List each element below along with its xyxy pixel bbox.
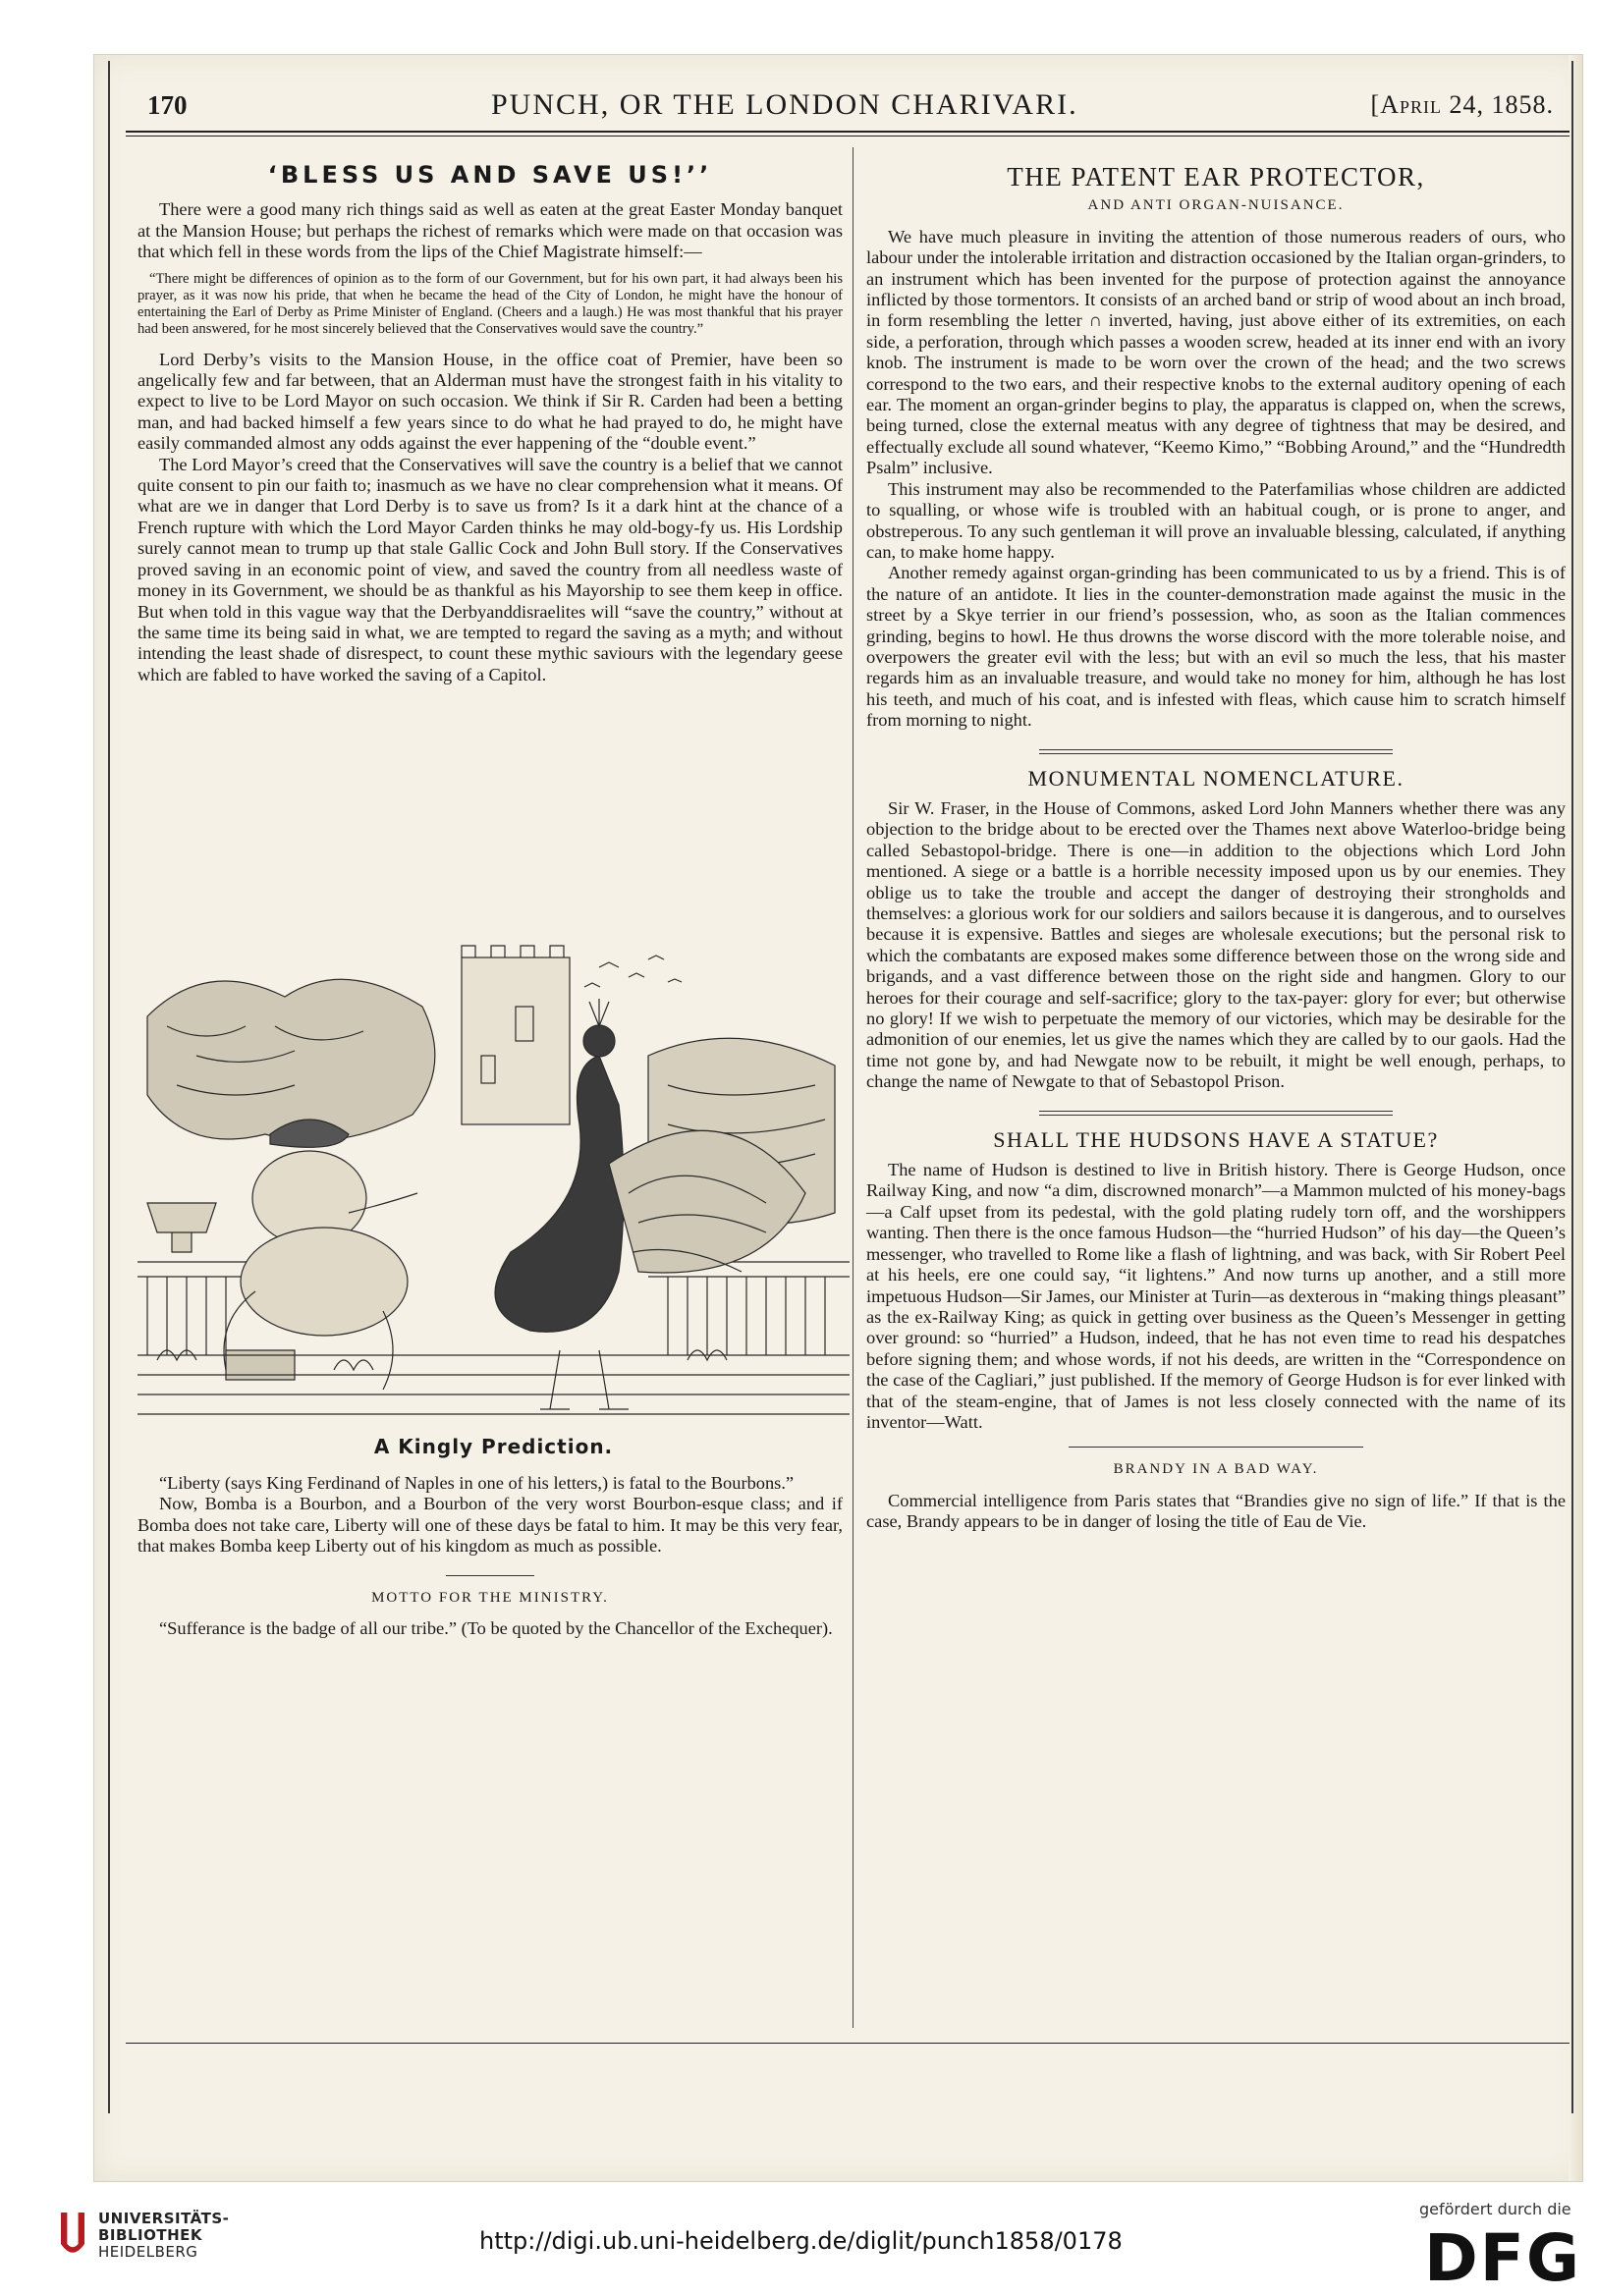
motto-rule <box>446 1575 534 1576</box>
right-column <box>866 162 1566 1533</box>
kingly-para-1: “Liberty (says King Ferdinand of Naples in one of his letters,) is fatal to the Bourbons.” <box>159 1473 795 1493</box>
mayor-quote <box>138 271 843 338</box>
university-library-logo-icon <box>57 2209 88 2256</box>
library-name <box>98 2211 229 2261</box>
left-column-bottom <box>138 1473 843 1639</box>
brandy-title: BRANDY IN A BAD WAY. <box>1113 1461 1319 1478</box>
issue-date: [April 24, 1858. <box>1370 90 1554 119</box>
monumental-para: Sir W. Fraser, in the House of Commons, asked Lord John Manners whether there was any objection to the bridge about to be erected over the Thames next above Waterloo-bridge being called Sebastopol-bridge. There is one—in addition to the objections which Lord John mentioned. A siege or a battle is a horrible necessity imposed upon us by our enemies. They oblige us to take the trouble and accept the danger of destroying their strongholds and themselves: a glorious work for our soldiers and sailors because it is dangerous, and to ourselves because it is expensive. Battles and sieges are wholesale executions; but the personal risk to which the combatants are exposed makes some difference between those on the wrong side and brigands, and a vast difference between those on the right side and hangmen. Glory to our heroes for their courage and self-sacrifice; glory to the tax-payer: glory for ever; but otherwise no glory! If we wish to perpetuate the memory of our victories, which may be desirable for the admonition of our enemies, let us give the names which they are called by to our gaols. Had the time not gone by, and had Newgate now to be rebuilt, it might be well enough, perhaps, to change the name of Newgate to that of Sebastopol Prison. <box>866 797 1566 1092</box>
running-header <box>147 90 1562 130</box>
page-number: 170 <box>147 90 188 120</box>
header-rule-bottom <box>126 136 1569 137</box>
kingly-para-2: Now, Bomba is a Bourbon, and a Bourbon of the very worst Bourbon-esque class; and if Bomba does not take care, Liberty will one of these days be fatal to him. It may be this very fear, that makes Bomba keep Liberty out of his kingdom as much as possible. <box>138 1494 843 1557</box>
header-rule-top <box>126 131 1569 133</box>
running-title: PUNCH, OR THE LONDON CHARIVARI. <box>491 88 1078 121</box>
ear-para-3: Another remedy against organ-grinding has been communicated to us by a friend. This is of the nature of an antidote. It lies in the counter-demonstration made against the music in the street by a Skye terrier in our friend’s possession, who, as soon as the Italian commences grinding, begins to howl. He thus drowns the worse discord with the more tolerable noise, and overpowers the greater evil with the less; but with an evil so much the less, that his master regards him as an invaluable treasure, and would take no money for him, although he has lost his teeth, and much of his coat, and is infested with fleas, which cause him to scratch himself from morning to night. <box>866 563 1566 731</box>
bless-para-2: Lord Derby’s visits to the Mansion House, in the office coat of Premier, have been so angelically few and far between, that an Alderman must have the strongest faith in his vitality to expect to live to be Lord Mayor on such occasion. We think if Sir R. Carden had been a betting man, and had backed himself a few years since to do what he had prayed to do, he might have easily commanded almost any odds against the ever happening of the “double event.” <box>138 349 843 454</box>
bottom-rule <box>126 2043 1569 2044</box>
hud-rule-bottom <box>1039 1115 1393 1116</box>
article-title-bless-us: ‘BLESS US AND SAVE US!’’ <box>267 161 713 189</box>
permalink-url[interactable]: http://digi.ub.uni-heidelberg.de/diglit/punch1858/0178 <box>479 2227 1123 2255</box>
cartoon-caption: A Kingly Prediction. <box>373 1435 614 1458</box>
cartoon-illustration <box>138 938 850 1434</box>
brandy-rule <box>1069 1447 1363 1448</box>
digital-library-footer <box>0 2185 1597 2294</box>
page-border-right <box>1571 61 1573 2113</box>
page-border-left <box>108 61 110 2113</box>
bless-para-3: The Lord Mayor’s creed that the Conservatives will save the country is a belief that we cannot quite consent to pin our faith to; inasmuch as we have no clear comprehension what it means. Of what are we in danger that Lord Derby is to save us from? Is it a dark hint at the chance of a French rupture with which the Lord Mayor Carden thinks he may old-bogy-fy us. His Lordship surely cannot mean to trump up that stale Gallic Cock and John Bull story. If the Conservatives proved saving in an economic point of view, and saved the country from all needless waste of money in its Government, we should be as thankful as his Mayorship to see them keep in office. But when told in this vague way that the Derbyanddisraelites will “save the country,” without at the same time its being said in what, we are tempted to regard the saving as a myth; and without intending the least shade of disrespect, to count these mythic saviours with the legendary geese which are fabled to have worked the saving of a Capitol. <box>138 454 843 684</box>
article-title-monumental: MONUMENTAL NOMENCLATURE. <box>1027 765 1404 791</box>
dfg-logo: DFG <box>1424 2220 1582 2296</box>
bless-para-1: There were a good many rich things said as well as eaten at the great Easter Monday banquet at the Mansion House; but perhaps the richest of remarks which were made on that occasion was that which fell in these words from the lips of the Chief Magistrate himself:— <box>138 199 843 262</box>
mon-rule-top <box>1039 749 1393 750</box>
motto-text: “Sufferance is the badge of all our tribe.” (To be quoted by the Chancellor of the Exchequer). <box>159 1618 833 1639</box>
article-title-hudsons: SHALL THE HUDSONS HAVE A STATUE? <box>993 1126 1439 1152</box>
funding-note: gefördert durch die <box>1419 2200 1571 2218</box>
motto-title: MOTTO FOR THE MINISTRY. <box>371 1589 609 1606</box>
ear-para-2: This instrument may also be recommended to the Paterfamilias whose children are addicted to squalling, or whose wife is troubled with an habitual cough, or is prone to anger, and obstreperous. To any such gentleman it will prove an invaluable blessing, calculated, if anything can, to make home happy. <box>866 478 1566 562</box>
library-line-3: HEIDELBERG <box>98 2243 198 2261</box>
cartoon-drawing <box>138 938 850 1434</box>
hudsons-para: The name of Hudson is destined to live in British history. There is George Hudson, once Railway King, and now “a dim, discrowned monarch”—a Mammon mulcted of his money-bags—a Calf upset from its pedestal, with the gold plating rudely torn off, and the worshippers wanting. Then there is the once famous Hudson—the “hurried Hudson” of his day—the Queen’s messenger, who travelled to Rome like a flash of lightning, and was back, with Sir Robert Peel at his heels, ere one could say, “it lightens.” And now turns up another, and a still more impetuous Hudson—Sir James, our Minister at Turin—as dexterous in “making things pleasant” as the ex-Railway King; as quick in getting over business as the Queen’s Messenger in getting over ground: so “hurried” a Hudson, indeed, that he has not even time to read his despatches before signing them; and whose words, if not his deeds, are written in the “Correspondence on the case of the Cagliari,” just published. If the memory of George Hudson is for ever linked with that of the steam-engine, that of James is not less closely connected with the name of its inventor—Watt. <box>866 1160 1566 1432</box>
ear-protector-subtitle: AND ANTI ORGAN-NUISANCE. <box>1087 197 1345 214</box>
brandy-para: Commercial intelligence from Paris states that “Brandies give no sign of life.” If that is the case, Brandy appears to be in danger of losing the title of Eau de Vie. <box>866 1490 1566 1532</box>
mon-rule-bottom <box>1039 753 1393 754</box>
mayor-quote-text: “There might be differences of opinion as to the form of our Government, but for his own part, it had always been his prayer, as it was now his pride, that when he became the head of the City of London, he might have the honour of entertaining the Earl of Derby as Prime Minister of England. (Cheers and a laugh.) He was most thankful that his prayer had been answered, for he most sincerely believed that the Conservatives would save the country.” <box>138 270 843 337</box>
hud-rule-top <box>1039 1111 1393 1112</box>
library-line-2: BIBLIOTHEK <box>98 2226 202 2244</box>
left-column-top <box>138 161 843 685</box>
column-divider <box>853 147 854 2028</box>
library-line-1: UNIVERSITÄTS- <box>98 2210 230 2227</box>
ear-para-1: We have much pleasure in inviting the attention of those numerous readers of ours, who labour under the intolerable irritation and distraction occasioned by the Italian organ-grinders, to an instrument which has been invented for the purpose of protection against the annoyance inflicted by those tormentors. It consists of an arched band or strip of wood about an inch broad, in form resembling the letter ∩ inverted, having, just above either of its extremities, on each side, a perforation, through which passes a wooden screw, headed at its inner end with an ivory knob. The instrument is made to be worn over the crown of the head; and the two screws correspond to the two ears, and their respective knobs to the external auditory opening of each ear. The moment an organ-grinder begins to play, the apparatus is clapped on, when the screws, being turned, close the external meatus with any degree of tightness that may be desired, and effectually exclude all sound whatever, “Keemo Kimo,” “Bobbing Around,” and the “Hundredth Psalm” inclusive. <box>866 226 1566 478</box>
article-title-ear-protector: THE PATENT EAR PROTECTOR, <box>1007 162 1425 191</box>
